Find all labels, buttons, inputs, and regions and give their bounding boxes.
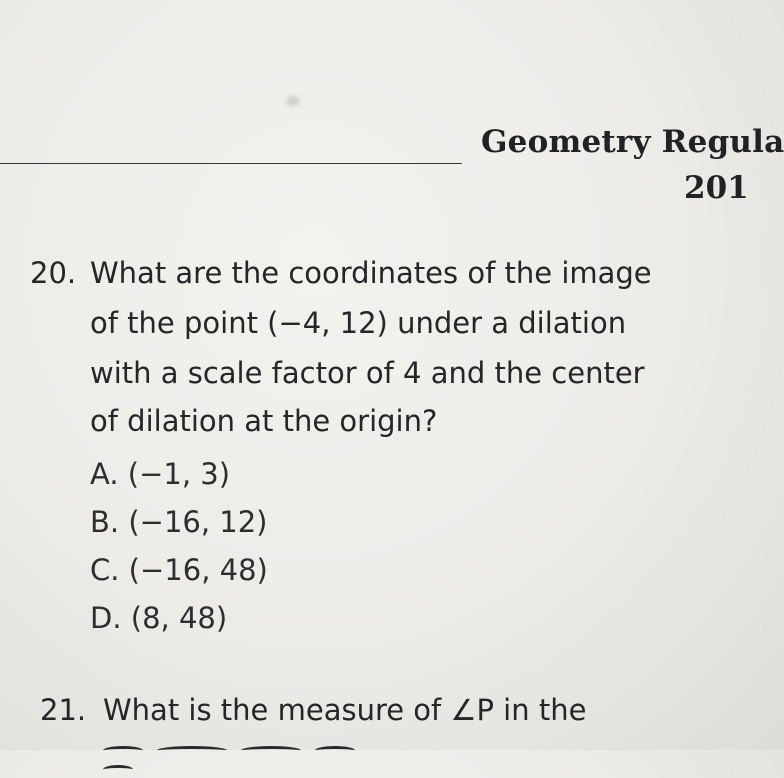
question-20-number: 20. xyxy=(30,256,77,290)
question-20-line-1: What are the coordinates of the image xyxy=(90,256,652,290)
choice-a: A. (−1, 3) xyxy=(90,457,231,491)
question-20-line-4: of dilation at the origin? xyxy=(90,404,438,438)
question-20-line-2: of the point (−4, 12) under a dilation xyxy=(90,306,627,340)
name-underline xyxy=(0,163,462,164)
question-20-line-3: with a scale factor of 4 and the center xyxy=(90,356,645,390)
choice-d: D. (8, 48) xyxy=(90,601,228,635)
question-21-number: 21. xyxy=(40,693,87,727)
choice-c: C. (−16, 48) xyxy=(90,553,268,587)
pencil-smudge xyxy=(286,96,300,106)
question-21-cropped-line xyxy=(103,740,403,752)
choice-b: B. (−16, 12) xyxy=(90,505,268,539)
header-year: 201 xyxy=(684,170,749,206)
header-title: Geometry Regula xyxy=(481,124,784,160)
question-21-line-1: What is the measure of ∠P in the xyxy=(103,693,587,727)
